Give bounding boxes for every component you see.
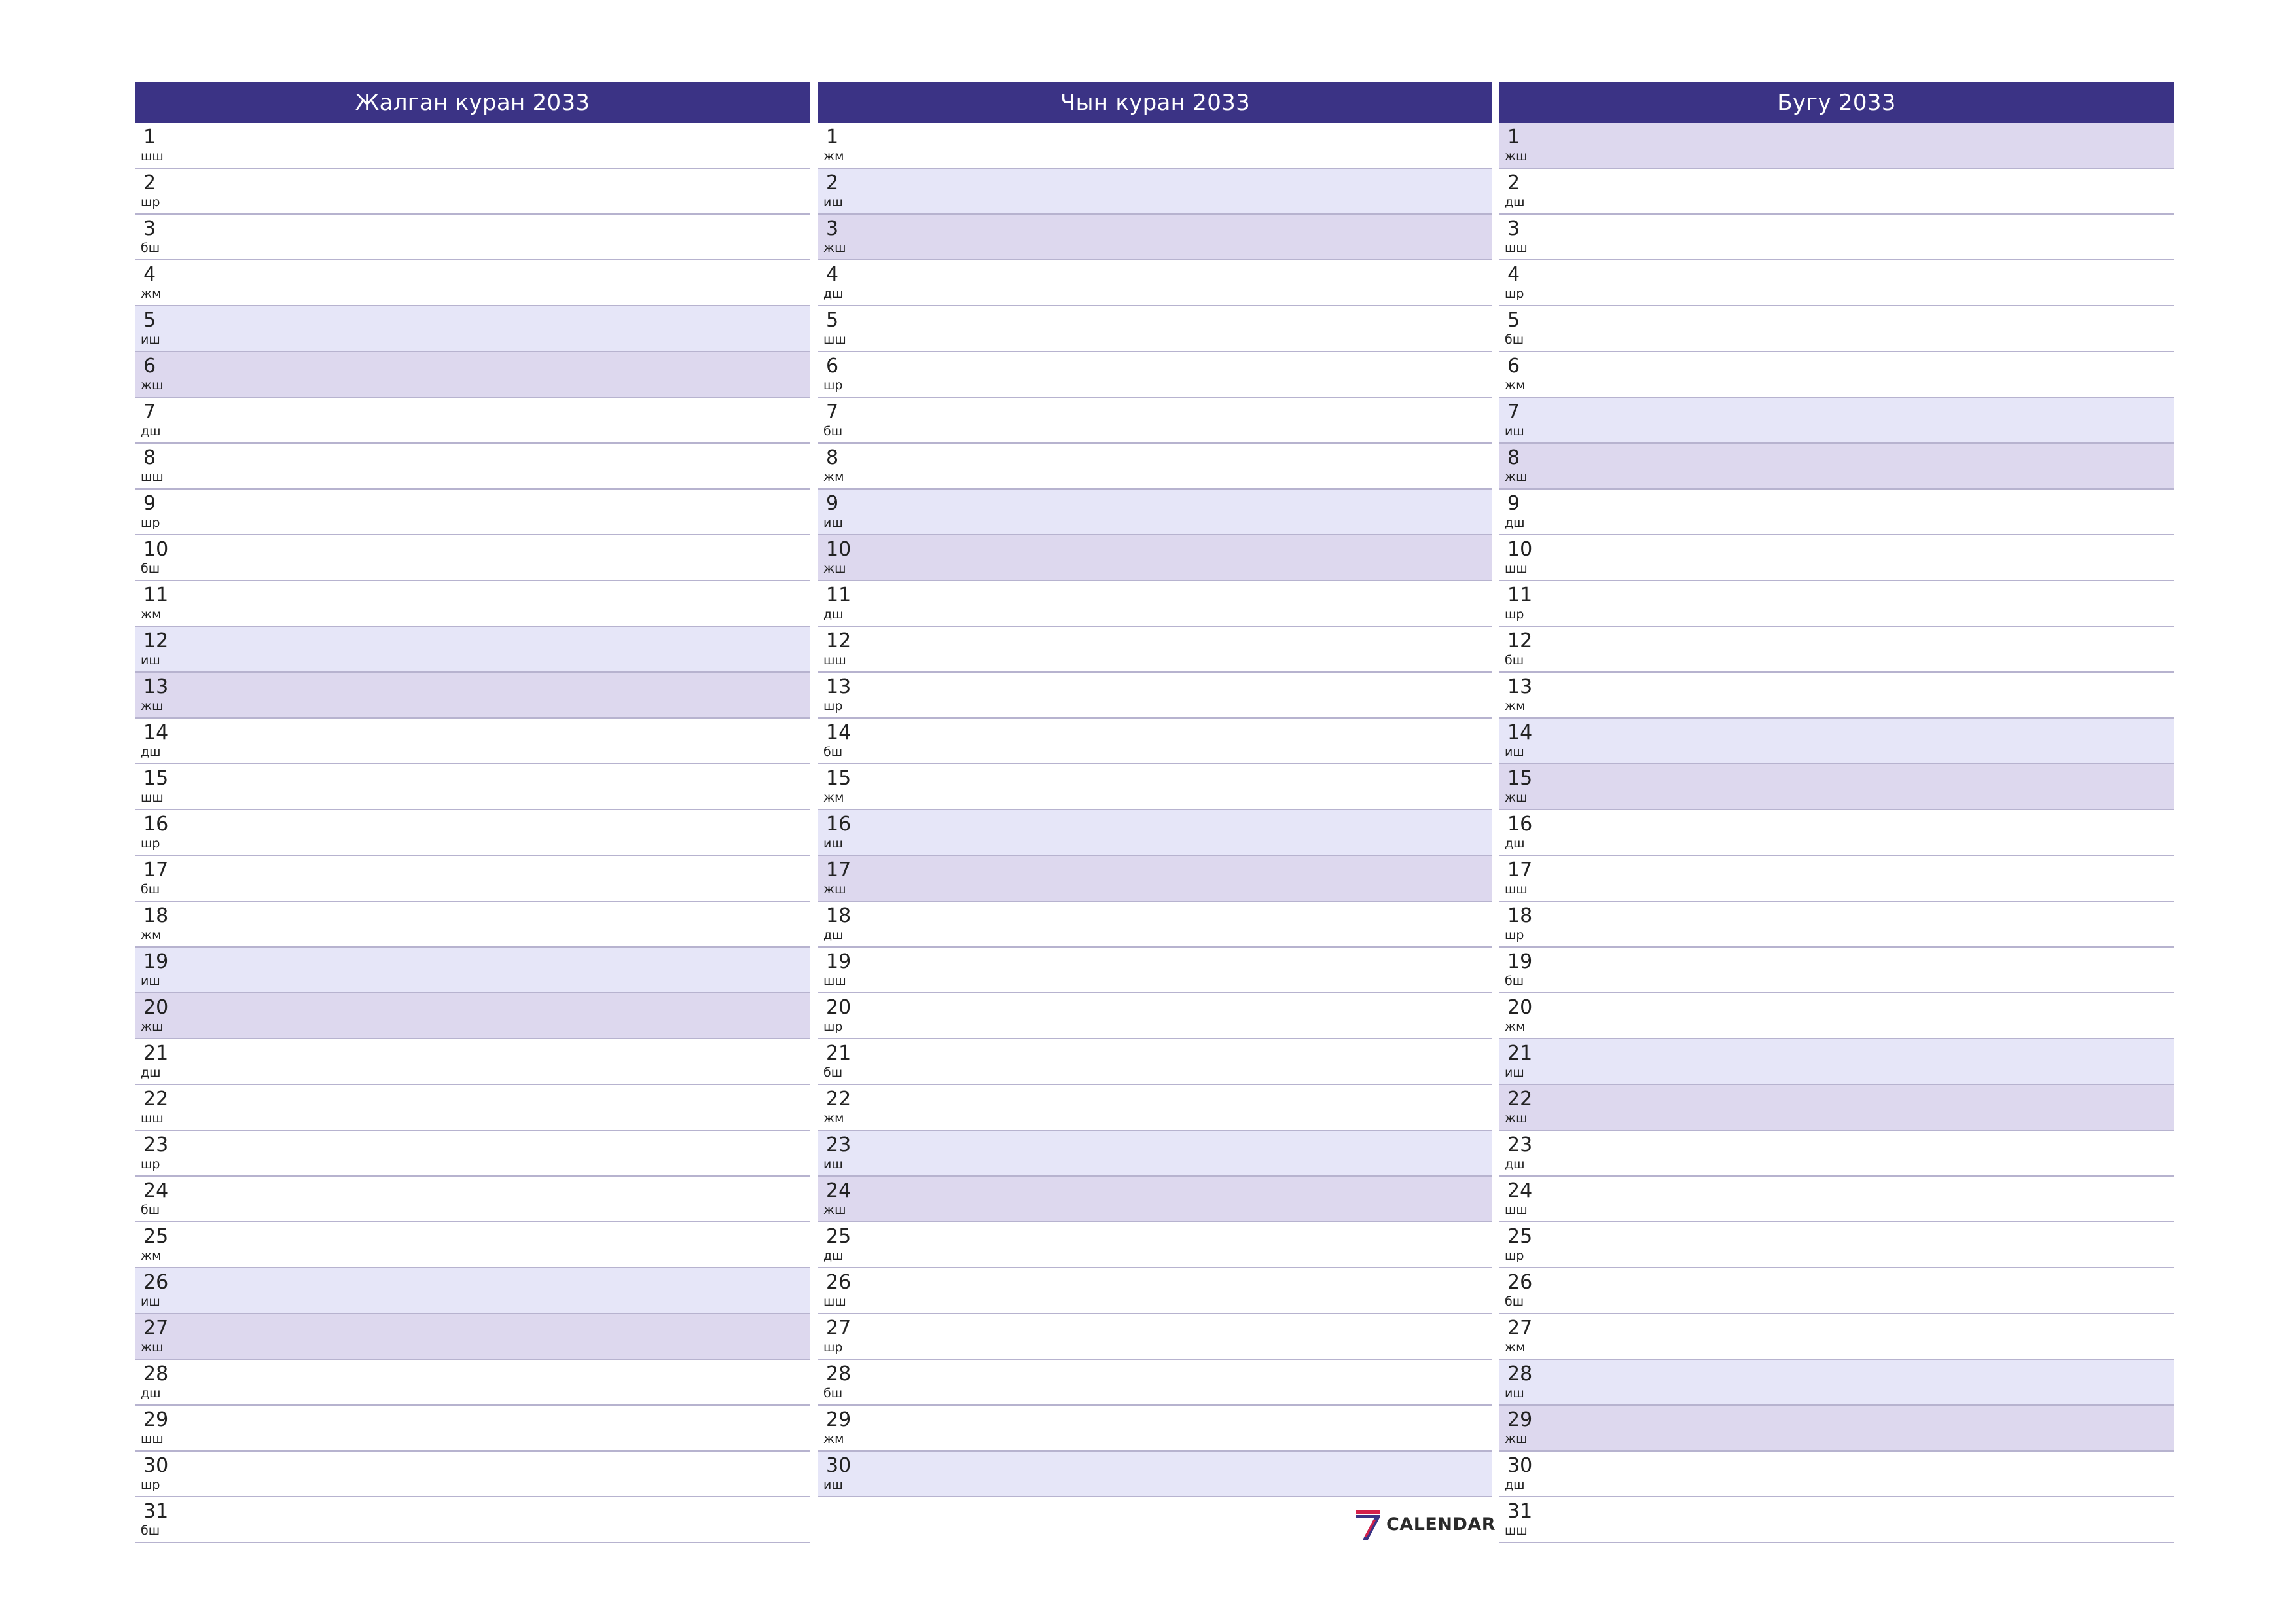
day-row — [818, 673, 1492, 719]
day-number: 18 — [1507, 904, 1533, 927]
day-number: 24 — [1507, 1179, 1533, 1202]
weekday-label: жш — [141, 699, 164, 713]
weekday-label: дш — [1505, 1478, 1525, 1492]
day-row — [135, 169, 810, 215]
day-row — [818, 810, 1492, 856]
day-row — [818, 856, 1492, 902]
day-number: 22 — [143, 1088, 169, 1111]
weekday-label: иш — [1505, 745, 1524, 759]
day-row — [818, 444, 1492, 490]
day-row — [1499, 1360, 2174, 1406]
weekday-label: шш — [1505, 241, 1528, 255]
weekday-label: шр — [823, 699, 843, 713]
day-row — [818, 123, 1492, 169]
weekday-label: шр — [141, 195, 160, 209]
weekday-label: жм — [823, 1111, 844, 1126]
day-number: 10 — [826, 538, 852, 561]
day-row — [1499, 1131, 2174, 1177]
day-number: 14 — [143, 721, 169, 744]
day-number: 29 — [143, 1408, 169, 1431]
weekday-label: шш — [1505, 882, 1528, 897]
weekday-label: жм — [141, 928, 162, 942]
day-row — [1499, 581, 2174, 627]
weekday-label: шр — [823, 1020, 843, 1034]
day-number: 22 — [826, 1088, 852, 1111]
weekday-label: шр — [1505, 1249, 1524, 1263]
day-number: 17 — [1507, 859, 1533, 882]
day-number: 30 — [826, 1454, 852, 1477]
day-row — [1499, 123, 2174, 169]
day-row — [1499, 1406, 2174, 1452]
day-number: 28 — [826, 1363, 852, 1385]
day-row — [135, 1497, 810, 1543]
weekday-label: иш — [823, 836, 843, 851]
weekday-label: иш — [1505, 1065, 1524, 1080]
day-row — [1499, 673, 2174, 719]
weekday-label: иш — [141, 653, 160, 668]
day-row — [135, 627, 810, 673]
month-column-1 — [135, 82, 810, 1543]
day-row — [818, 719, 1492, 764]
weekday-label: шш — [823, 332, 846, 347]
weekday-label: иш — [141, 1294, 160, 1309]
day-row — [818, 535, 1492, 581]
weekday-label: жм — [1505, 1020, 1526, 1034]
day-row — [1499, 444, 2174, 490]
weekday-label: шш — [823, 974, 846, 988]
day-number: 12 — [143, 630, 169, 652]
day-number: 9 — [1507, 492, 1520, 515]
day-row — [135, 993, 810, 1039]
weekday-label: бш — [141, 241, 160, 255]
day-number: 15 — [826, 767, 852, 790]
weekday-label: дш — [1505, 1157, 1525, 1171]
day-number: 31 — [1507, 1500, 1533, 1523]
day-row — [818, 398, 1492, 444]
weekday-label: иш — [1505, 424, 1524, 438]
day-number: 19 — [826, 950, 852, 973]
day-row — [1499, 352, 2174, 398]
day-number: 21 — [826, 1042, 852, 1065]
day-number: 7 — [826, 401, 839, 423]
weekday-label: шш — [141, 470, 164, 484]
month-header: Жалган куран 2033 — [135, 82, 810, 123]
day-number: 26 — [826, 1271, 852, 1294]
weekday-label: бш — [141, 562, 160, 576]
weekday-label: шр — [141, 1157, 160, 1171]
weekday-label: дш — [823, 287, 844, 301]
weekday-label: бш — [1505, 1294, 1524, 1309]
weekday-label: иш — [823, 516, 843, 530]
day-row — [135, 1222, 810, 1268]
day-number: 27 — [826, 1317, 852, 1340]
day-number: 12 — [1507, 630, 1533, 652]
day-number: 27 — [1507, 1317, 1533, 1340]
day-number: 24 — [826, 1179, 852, 1202]
weekday-label: жм — [141, 1249, 162, 1263]
day-number: 3 — [1507, 217, 1520, 240]
day-row — [818, 352, 1492, 398]
day-list — [1499, 123, 2174, 1543]
weekday-label: жм — [1505, 1340, 1526, 1355]
weekday-label: бш — [1505, 653, 1524, 668]
weekday-label: шш — [141, 791, 164, 805]
day-number: 5 — [826, 309, 839, 332]
day-row — [135, 444, 810, 490]
weekday-label: дш — [823, 607, 844, 622]
weekday-label: шш — [141, 1111, 164, 1126]
day-row — [818, 1360, 1492, 1406]
weekday-label: шр — [141, 1478, 160, 1492]
day-number: 19 — [143, 950, 169, 973]
day-row — [1499, 1452, 2174, 1497]
day-row — [1499, 1268, 2174, 1314]
day-row — [135, 352, 810, 398]
day-row — [135, 1131, 810, 1177]
day-number: 2 — [143, 171, 156, 194]
day-number: 20 — [826, 996, 852, 1019]
brand-logo — [1354, 1507, 1496, 1541]
day-number: 25 — [1507, 1225, 1533, 1248]
weekday-label: жш — [1505, 1432, 1528, 1446]
day-row — [135, 719, 810, 764]
day-number: 27 — [143, 1317, 169, 1340]
weekday-label: дш — [823, 928, 844, 942]
day-number: 10 — [143, 538, 169, 561]
day-row — [818, 993, 1492, 1039]
weekday-label: шр — [141, 516, 160, 530]
day-row — [818, 1452, 1492, 1497]
day-number: 11 — [1507, 584, 1533, 607]
weekday-label: дш — [1505, 516, 1525, 530]
day-number: 20 — [143, 996, 169, 1019]
day-row — [135, 581, 810, 627]
weekday-label: шш — [141, 1432, 164, 1446]
weekday-label: бш — [1505, 332, 1524, 347]
day-row — [1499, 1314, 2174, 1360]
weekday-label: жм — [823, 791, 844, 805]
day-row — [1499, 215, 2174, 260]
weekday-label: жш — [1505, 470, 1528, 484]
weekday-label: шш — [141, 149, 164, 164]
day-number: 4 — [1507, 263, 1520, 286]
day-number: 13 — [1507, 675, 1533, 698]
month-header: Чын куран 2033 — [818, 82, 1492, 123]
day-row — [1499, 1222, 2174, 1268]
weekday-label: дш — [141, 1065, 161, 1080]
day-row — [135, 260, 810, 306]
day-row — [135, 1268, 810, 1314]
weekday-label: дш — [823, 1249, 844, 1263]
day-number: 1 — [1507, 126, 1520, 149]
day-number: 28 — [143, 1363, 169, 1385]
day-row — [135, 948, 810, 993]
weekday-label: дш — [141, 1386, 161, 1400]
day-row — [818, 1085, 1492, 1131]
day-row — [1499, 1177, 2174, 1222]
day-row — [818, 1314, 1492, 1360]
day-number: 3 — [826, 217, 839, 240]
day-number: 3 — [143, 217, 156, 240]
day-number: 18 — [826, 904, 852, 927]
weekday-label: дш — [1505, 195, 1525, 209]
day-number: 14 — [826, 721, 852, 744]
day-row — [1499, 306, 2174, 352]
day-row — [1499, 810, 2174, 856]
day-number: 6 — [1507, 355, 1520, 378]
weekday-label: жм — [823, 149, 844, 164]
day-row — [818, 1222, 1492, 1268]
weekday-label: жш — [1505, 791, 1528, 805]
weekday-label: дш — [141, 745, 161, 759]
day-row — [1499, 902, 2174, 948]
weekday-label: иш — [1505, 1386, 1524, 1400]
day-row — [1499, 1039, 2174, 1085]
day-number: 10 — [1507, 538, 1533, 561]
weekday-label: жш — [141, 1340, 164, 1355]
weekday-label: бш — [1505, 974, 1524, 988]
weekday-label: жм — [1505, 378, 1526, 393]
day-number: 7 — [143, 401, 156, 423]
day-number: 8 — [826, 446, 839, 469]
day-number: 25 — [826, 1225, 852, 1248]
day-number: 21 — [143, 1042, 169, 1065]
weekday-label: жш — [823, 562, 846, 576]
day-row — [818, 260, 1492, 306]
weekday-label: дш — [141, 424, 161, 438]
weekday-label: жш — [1505, 1111, 1528, 1126]
day-row — [135, 856, 810, 902]
weekday-label: шш — [1505, 1203, 1528, 1217]
day-row — [818, 1406, 1492, 1452]
weekday-label: жш — [823, 1203, 846, 1217]
day-row — [1499, 993, 2174, 1039]
day-list — [818, 123, 1492, 1497]
day-number: 8 — [143, 446, 156, 469]
day-number: 22 — [1507, 1088, 1533, 1111]
day-number: 11 — [826, 584, 852, 607]
day-number: 17 — [826, 859, 852, 882]
day-row — [1499, 764, 2174, 810]
day-row — [1499, 856, 2174, 902]
day-number: 4 — [143, 263, 156, 286]
day-number: 23 — [143, 1133, 169, 1156]
day-row — [135, 673, 810, 719]
day-number: 12 — [826, 630, 852, 652]
day-row — [135, 123, 810, 169]
day-row — [135, 1360, 810, 1406]
day-row — [135, 902, 810, 948]
day-number: 6 — [826, 355, 839, 378]
weekday-label: жш — [823, 882, 846, 897]
day-row — [818, 490, 1492, 535]
day-row — [818, 948, 1492, 993]
month-header: Бугу 2033 — [1499, 82, 2174, 123]
day-number: 28 — [1507, 1363, 1533, 1385]
day-number: 18 — [143, 904, 169, 927]
day-row — [135, 1406, 810, 1452]
weekday-label: иш — [823, 1478, 843, 1492]
day-row — [135, 398, 810, 444]
day-row — [818, 1268, 1492, 1314]
day-number: 4 — [826, 263, 839, 286]
weekday-label: дш — [1505, 836, 1525, 851]
day-number: 16 — [143, 813, 169, 836]
weekday-label: бш — [823, 424, 843, 438]
weekday-label: шр — [1505, 928, 1524, 942]
day-row — [135, 810, 810, 856]
day-row — [135, 1452, 810, 1497]
day-number: 2 — [826, 171, 839, 194]
day-number: 8 — [1507, 446, 1520, 469]
day-row — [1499, 260, 2174, 306]
day-row — [135, 490, 810, 535]
weekday-label: шр — [141, 836, 160, 851]
weekday-label: шш — [823, 1294, 846, 1309]
day-number: 21 — [1507, 1042, 1533, 1065]
day-number: 1 — [143, 126, 156, 149]
day-number: 26 — [143, 1271, 169, 1294]
day-row — [818, 1039, 1492, 1085]
day-row — [135, 1039, 810, 1085]
day-number: 24 — [143, 1179, 169, 1202]
day-row — [818, 169, 1492, 215]
day-row — [135, 764, 810, 810]
weekday-label: иш — [823, 195, 843, 209]
day-row — [1499, 1085, 2174, 1131]
day-row — [818, 902, 1492, 948]
day-row — [135, 215, 810, 260]
day-number: 31 — [143, 1500, 169, 1523]
day-row — [818, 1131, 1492, 1177]
day-number: 16 — [1507, 813, 1533, 836]
weekday-label: шр — [823, 378, 843, 393]
day-row — [1499, 398, 2174, 444]
day-number: 7 — [1507, 401, 1520, 423]
day-number: 5 — [143, 309, 156, 332]
month-column-3 — [1499, 82, 2174, 1543]
logo-text: CALENDAR — [1386, 1514, 1496, 1535]
day-number: 17 — [143, 859, 169, 882]
day-row — [1499, 490, 2174, 535]
day-number: 25 — [143, 1225, 169, 1248]
day-number: 30 — [1507, 1454, 1533, 1477]
weekday-label: шр — [823, 1340, 843, 1355]
day-number: 14 — [1507, 721, 1533, 744]
day-number: 29 — [826, 1408, 852, 1431]
day-number: 23 — [1507, 1133, 1533, 1156]
seven-logo-icon — [1354, 1507, 1382, 1541]
weekday-label: жм — [823, 1432, 844, 1446]
day-number: 30 — [143, 1454, 169, 1477]
day-row — [1499, 627, 2174, 673]
day-number: 11 — [143, 584, 169, 607]
day-row — [1499, 169, 2174, 215]
day-number: 29 — [1507, 1408, 1533, 1431]
weekday-label: жм — [1505, 699, 1526, 713]
day-row — [135, 1177, 810, 1222]
day-row — [818, 627, 1492, 673]
day-number: 9 — [826, 492, 839, 515]
weekday-label: бш — [823, 745, 843, 759]
day-row — [135, 1085, 810, 1131]
weekday-label: шр — [1505, 287, 1524, 301]
day-number: 13 — [826, 675, 852, 698]
day-number: 15 — [143, 767, 169, 790]
weekday-label: иш — [141, 974, 160, 988]
day-number: 16 — [826, 813, 852, 836]
month-column-2 — [818, 82, 1492, 1497]
day-number: 20 — [1507, 996, 1533, 1019]
day-number: 13 — [143, 675, 169, 698]
weekday-label: бш — [823, 1386, 843, 1400]
day-number: 26 — [1507, 1271, 1533, 1294]
weekday-label: жм — [141, 287, 162, 301]
day-row — [135, 306, 810, 352]
day-number: 6 — [143, 355, 156, 378]
weekday-label: жм — [823, 470, 844, 484]
weekday-label: жм — [141, 607, 162, 622]
weekday-label: бш — [141, 1203, 160, 1217]
day-row — [1499, 948, 2174, 993]
day-number: 1 — [826, 126, 839, 149]
weekday-label: шш — [823, 653, 846, 668]
weekday-label: бш — [823, 1065, 843, 1080]
day-row — [818, 1177, 1492, 1222]
day-row — [818, 215, 1492, 260]
day-row — [1499, 719, 2174, 764]
weekday-label: шш — [1505, 1524, 1528, 1538]
day-row — [1499, 1497, 2174, 1543]
weekday-label: жш — [1505, 149, 1528, 164]
weekday-label: жш — [141, 1020, 164, 1034]
day-row — [135, 1314, 810, 1360]
weekday-label: жш — [141, 378, 164, 393]
day-number: 2 — [1507, 171, 1520, 194]
weekday-label: бш — [141, 882, 160, 897]
weekday-label: жш — [823, 241, 846, 255]
day-row — [818, 581, 1492, 627]
day-row — [818, 306, 1492, 352]
day-number: 23 — [826, 1133, 852, 1156]
weekday-label: иш — [141, 332, 160, 347]
day-row — [818, 764, 1492, 810]
day-number: 19 — [1507, 950, 1533, 973]
day-number: 15 — [1507, 767, 1533, 790]
weekday-label: шш — [1505, 562, 1528, 576]
day-row — [1499, 535, 2174, 581]
day-row — [135, 535, 810, 581]
day-number: 9 — [143, 492, 156, 515]
weekday-label: иш — [823, 1157, 843, 1171]
weekday-label: шр — [1505, 607, 1524, 622]
day-number: 5 — [1507, 309, 1520, 332]
day-list — [135, 123, 810, 1543]
weekday-label: бш — [141, 1524, 160, 1538]
